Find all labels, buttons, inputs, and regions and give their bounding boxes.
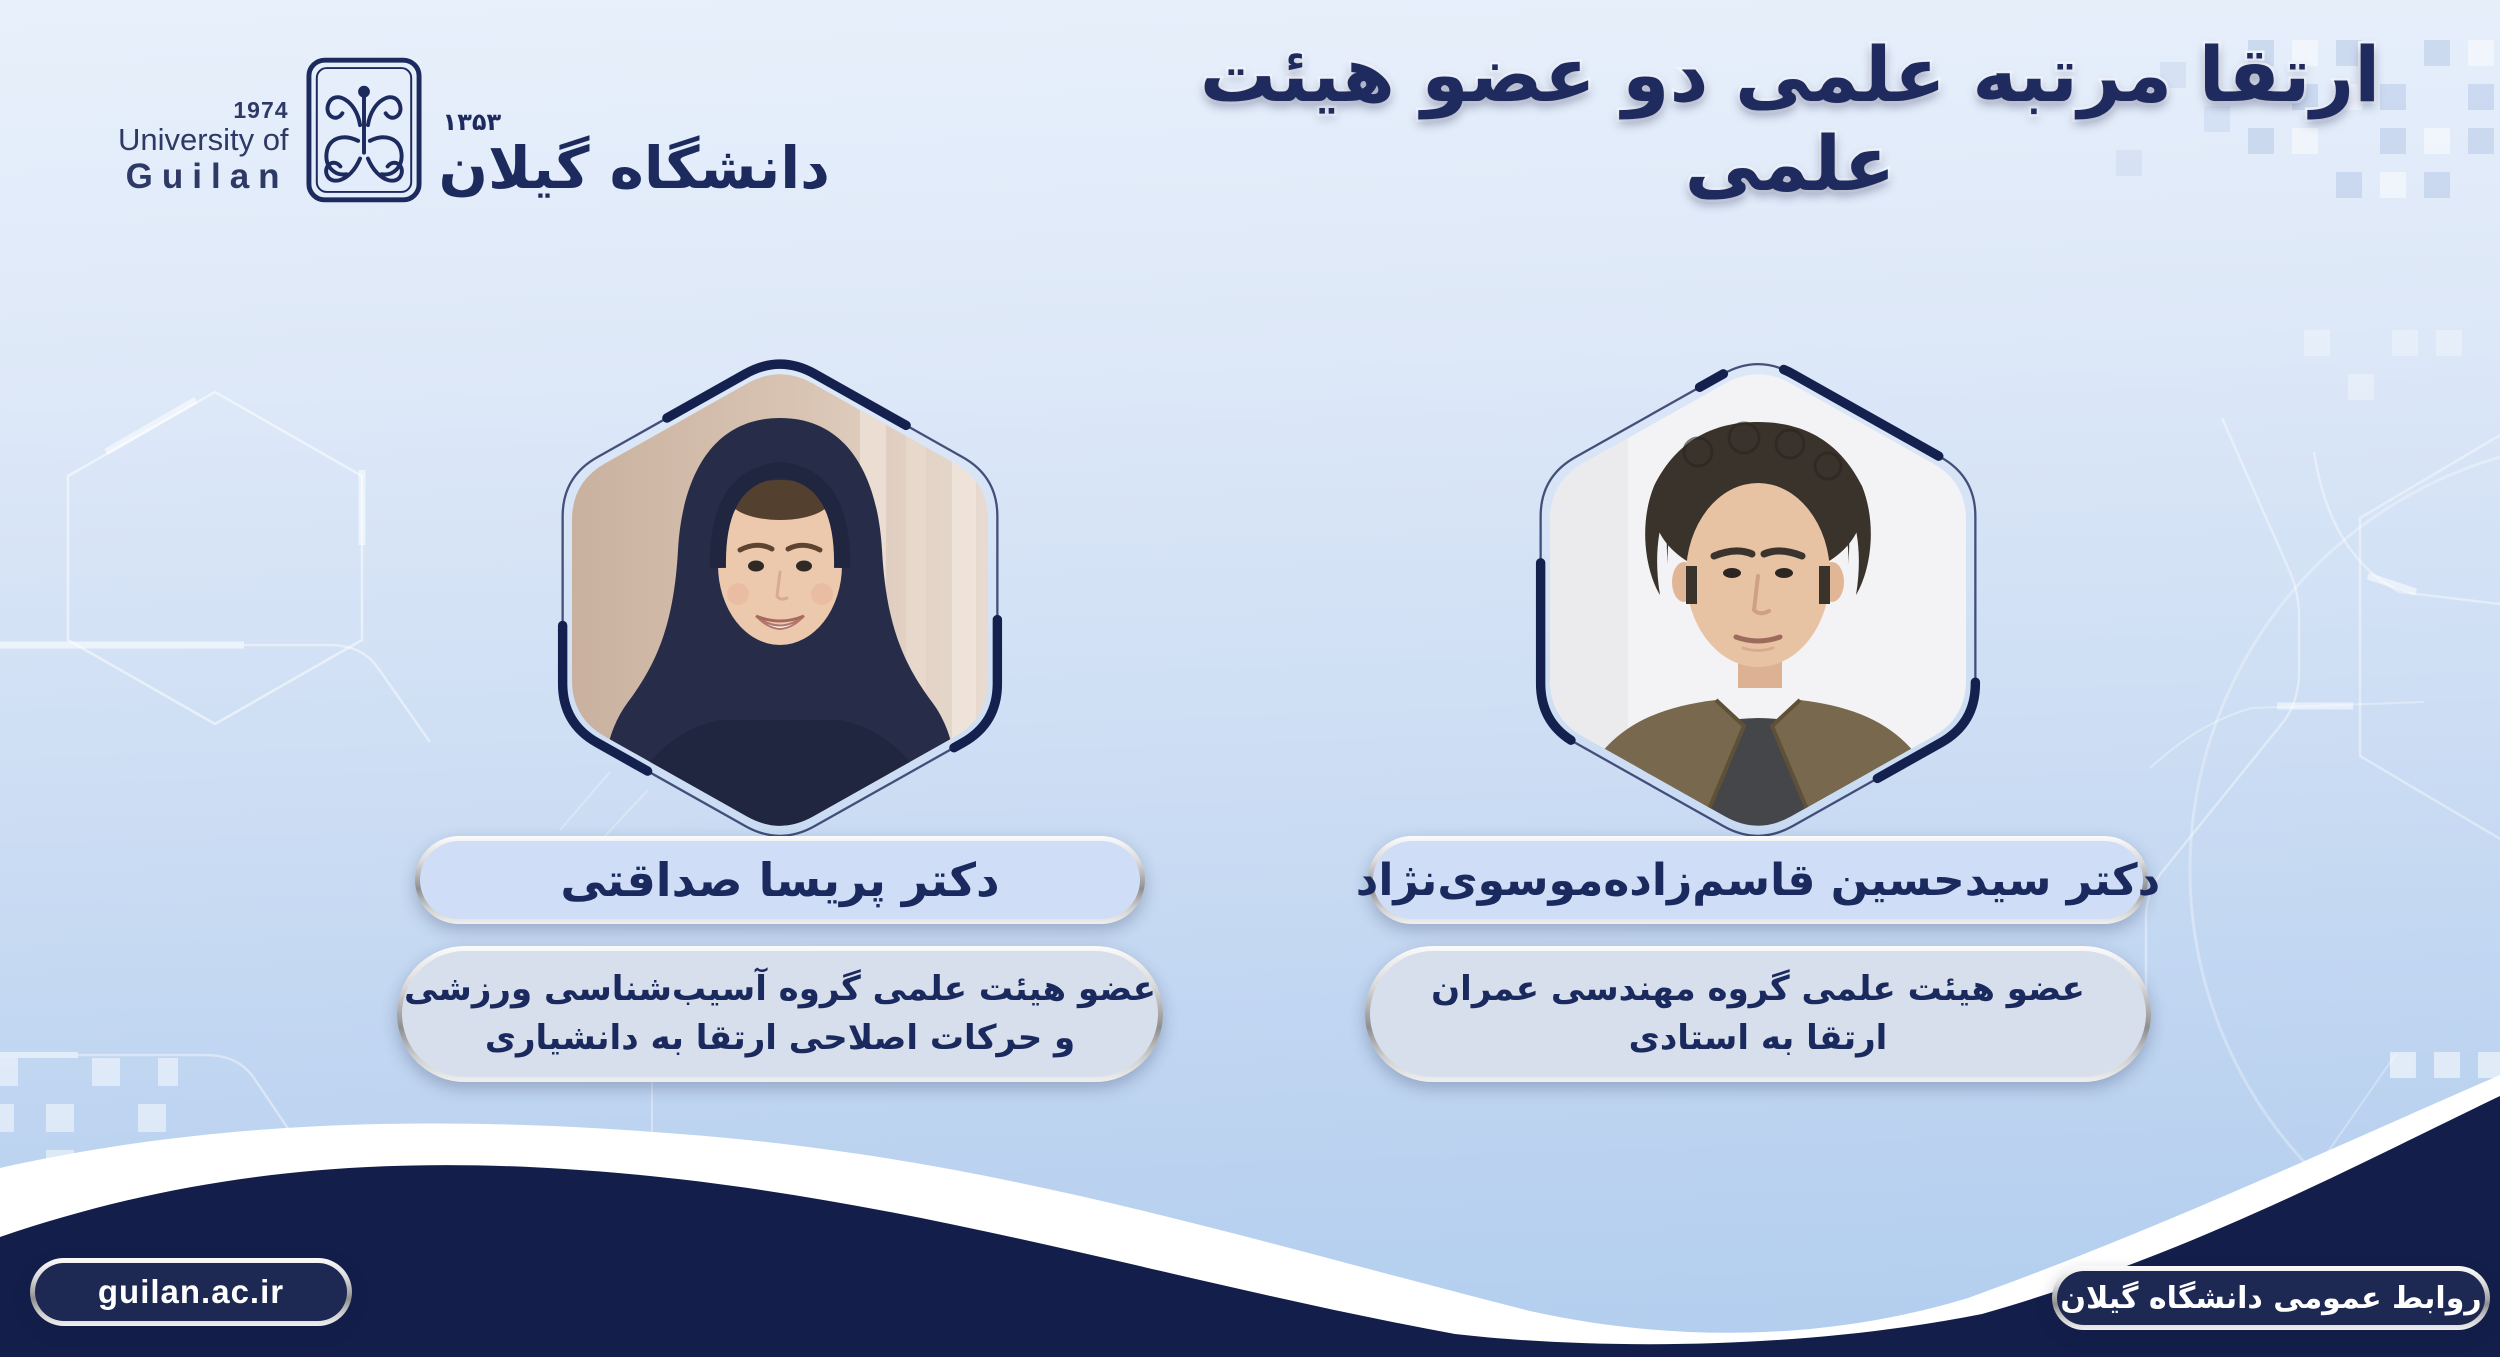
logo-year-fa: ۱۳۵۳ <box>442 108 502 136</box>
name-pill <box>1355 836 2161 924</box>
pixel-squares-mid-right <box>2304 330 2462 400</box>
university-emblem-icon <box>305 56 423 204</box>
person-name: دکتر سیدحسین قاسم‌زاده‌موسوی‌نژاد <box>1355 854 2161 906</box>
person-card-right <box>1355 350 2161 1082</box>
name-pill <box>415 836 1145 924</box>
credit-text: روابط عمومی دانشگاه گیلان <box>2060 1280 2482 1316</box>
logo-name-fa: دانشگاه گیلان <box>438 134 830 202</box>
page-title: ارتقا مرتبه علمی دو عضو هیئت علمی <box>1199 30 2381 208</box>
man-avatar <box>1538 360 1978 840</box>
website-pill <box>30 1258 352 1326</box>
person-description-line2: و حرکات اصلاحی ارتقا به دانشیاری <box>484 1018 1076 1058</box>
person-description-line1: عضو هیئت علمی گروه آسیب‌شناسی ورزشی <box>404 968 1156 1009</box>
portrait-hexagon-right <box>1528 350 1988 850</box>
person-name: دکتر پریسا صداقتی <box>560 853 1000 907</box>
logo-name-en-line1: University of <box>118 121 289 157</box>
logo-persian-text <box>438 108 830 204</box>
person-description-line2: ارتقا به استادی <box>1628 1018 1888 1058</box>
university-logo <box>118 56 830 204</box>
person-description-line1: عضو هیئت علمی گروه مهندسی عمران <box>1431 968 2085 1009</box>
portrait-hexagon-left <box>550 350 1010 850</box>
website-url: guilan.ac.ir <box>97 1273 285 1310</box>
logo-year-en: 1974 <box>233 96 289 123</box>
logo-english-text <box>118 98 289 204</box>
person-card-left <box>390 350 1170 1082</box>
description-pill <box>397 946 1163 1082</box>
logo-name-en-line2: Guilan <box>125 157 289 197</box>
description-pill <box>1365 946 2151 1082</box>
credit-pill <box>2052 1266 2490 1330</box>
woman-avatar <box>560 360 1000 840</box>
